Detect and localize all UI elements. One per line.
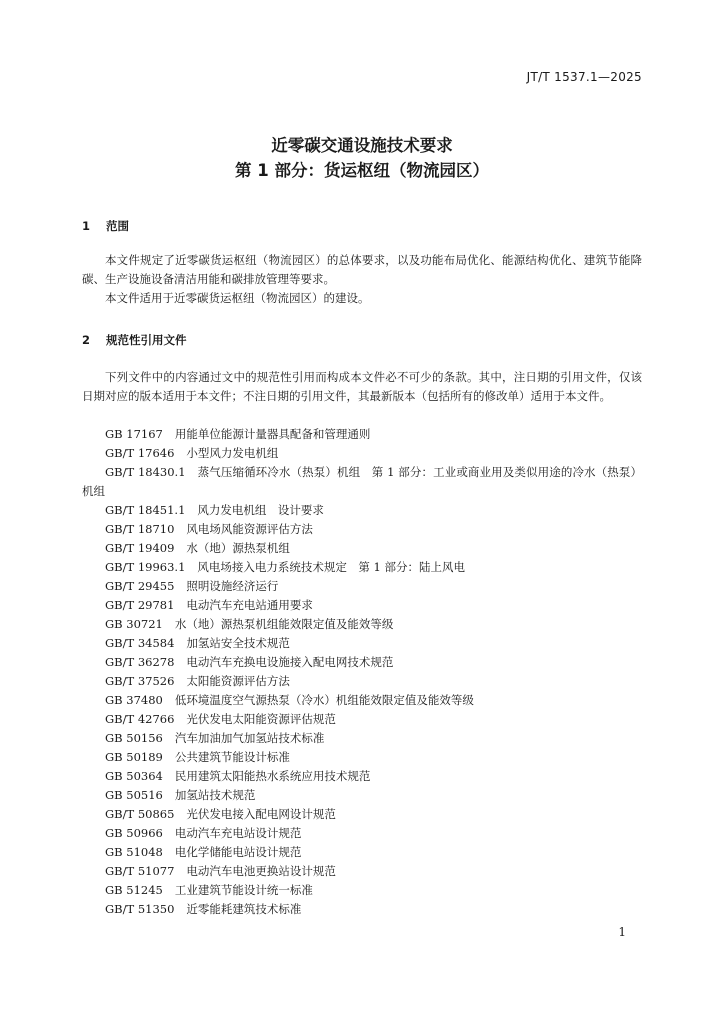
reference-title: 电动汽车电池更换站设计规范 (186, 864, 336, 878)
reference-title: 汽车加油加气加氢站技术标准 (174, 731, 325, 745)
reference-item (82, 634, 642, 653)
section-title: 规范性引用文件 (106, 333, 187, 347)
reference-code: GB 50189 (105, 750, 163, 764)
reference-title: 电动汽车充电站设计规范 (174, 826, 302, 840)
reference-title: 加氢站安全技术规范 (186, 636, 290, 650)
reference-item (82, 748, 642, 767)
reference-item (82, 767, 642, 786)
reference-code: GB/T 17646 (105, 446, 175, 460)
reference-item (82, 881, 642, 900)
reference-title: 水（地）源热泵机组 (186, 541, 290, 555)
reference-code: GB 50156 (105, 731, 163, 745)
reference-code: GB 17167 (105, 427, 163, 441)
reference-item (82, 615, 642, 634)
scope-paragraph-1: 本文件规定了近零碳货运枢纽（物流园区）的总体要求，以及功能布局优化、能源结构优化、建筑节能降碳、生产设施设备清洁用能和碳排放管理等要求。 (82, 253, 642, 286)
standard-number: JT/T 1537.1—2025 (526, 70, 642, 84)
reference-title: 电动汽车充电站通用要求 (186, 598, 313, 612)
reference-code: GB/T 19963.1 (105, 560, 186, 574)
reference-code: GB/T 51077 (105, 864, 175, 878)
scope-paragraph-2: 本文件适用于近零碳货运枢纽（物流园区）的建设。 (105, 291, 370, 305)
reference-item (82, 710, 642, 729)
reference-title: 民用建筑太阳能热水系统应用技术规范 (174, 769, 371, 783)
title-line-2: 第 1 部分：货运枢纽（物流园区） (235, 161, 489, 180)
reference-item (82, 672, 642, 691)
title-line-1: 近零碳交通设施技术要求 (271, 136, 453, 155)
reference-item (82, 900, 642, 919)
reference-code: GB 50516 (105, 788, 163, 802)
reference-item (82, 729, 642, 748)
reference-item (82, 786, 642, 805)
reference-title: 用能单位能源计量器具配备和管理通则 (174, 427, 371, 441)
reference-code: GB 37480 (105, 693, 163, 707)
reference-title: 蒸气压缩循环冷水（热泵）机组 第 1 部分：工业或商业用及类似用途的冷水（热泵）机组 (82, 465, 642, 498)
reference-code: GB 50364 (105, 769, 163, 783)
reference-code: GB/T 34584 (105, 636, 175, 650)
reference-item (82, 577, 642, 596)
normative-references-intro: 下列文件中的内容通过文中的规范性引用而构成本文件必不可少的条款。其中，注日期的引用文件，仅该日期对应的版本适用于本文件；不注日期的引用文件，其最新版本（包括所有的修改单）适用于本文件。 (82, 370, 642, 403)
reference-item (82, 843, 642, 862)
reference-item (82, 653, 642, 672)
reference-title: 风电场风能资源评估方法 (186, 522, 313, 536)
reference-code: GB/T 19409 (105, 541, 175, 555)
reference-code: GB/T 50865 (105, 807, 175, 821)
reference-title: 风力发电机组 设计要求 (197, 503, 324, 517)
reference-title: 电动汽车充换电设施接入配电网技术规范 (186, 655, 394, 669)
reference-item (82, 463, 642, 501)
section-number: 1 (82, 219, 91, 233)
reference-title: 低环境温度空气源热泵（冷水）机组能效限定值及能效等级 (174, 693, 474, 707)
reference-title: 太阳能资源评估方法 (186, 674, 290, 688)
section-number: 2 (82, 333, 91, 347)
reference-code: GB 51245 (105, 883, 163, 897)
reference-code: GB/T 42766 (105, 712, 175, 726)
reference-code: GB/T 51350 (105, 902, 175, 916)
reference-item (82, 824, 642, 843)
reference-title: 光伏发电接入配电网设计规范 (186, 807, 336, 821)
reference-item (82, 425, 642, 444)
reference-code: GB/T 37526 (105, 674, 175, 688)
document-title (0, 133, 724, 183)
reference-item (82, 805, 642, 824)
reference-title: 公共建筑节能设计标准 (174, 750, 290, 764)
reference-item (82, 691, 642, 710)
reference-code: GB 30721 (105, 617, 163, 631)
reference-title: 近零能耗建筑技术标准 (186, 902, 302, 916)
reference-title: 照明设施经济运行 (186, 579, 279, 593)
reference-code: GB 50966 (105, 826, 163, 840)
reference-title: 光伏发电太阳能资源评估规范 (186, 712, 336, 726)
reference-item (82, 596, 642, 615)
reference-title: 工业建筑节能设计统一标准 (174, 883, 313, 897)
reference-title: 小型风力发电机组 (186, 446, 279, 460)
page-number: 1 (618, 925, 626, 939)
section-title: 范围 (106, 219, 130, 233)
reference-title: 水（地）源热泵机组能效限定值及能效等级 (174, 617, 394, 631)
reference-item (82, 862, 642, 881)
reference-item (82, 520, 642, 539)
reference-code: GB 51048 (105, 845, 163, 859)
reference-title: 风电场接入电力系统技术规定 第 1 部分：陆上风电 (197, 560, 466, 574)
section-2-heading (82, 332, 187, 348)
reference-code: GB/T 18710 (105, 522, 175, 536)
reference-code: GB/T 29781 (105, 598, 175, 612)
reference-title: 电化学储能电站设计规范 (174, 845, 302, 859)
reference-code: GB/T 18451.1 (105, 503, 186, 517)
reference-code: GB/T 29455 (105, 579, 175, 593)
section-1-heading (82, 218, 129, 234)
reference-item (82, 501, 642, 520)
reference-item (82, 444, 642, 463)
reference-code: GB/T 36278 (105, 655, 175, 669)
reference-item (82, 558, 642, 577)
reference-title: 加氢站技术规范 (174, 788, 256, 802)
reference-list (82, 425, 642, 919)
reference-code: GB/T 18430.1 (105, 465, 186, 479)
reference-item (82, 539, 642, 558)
